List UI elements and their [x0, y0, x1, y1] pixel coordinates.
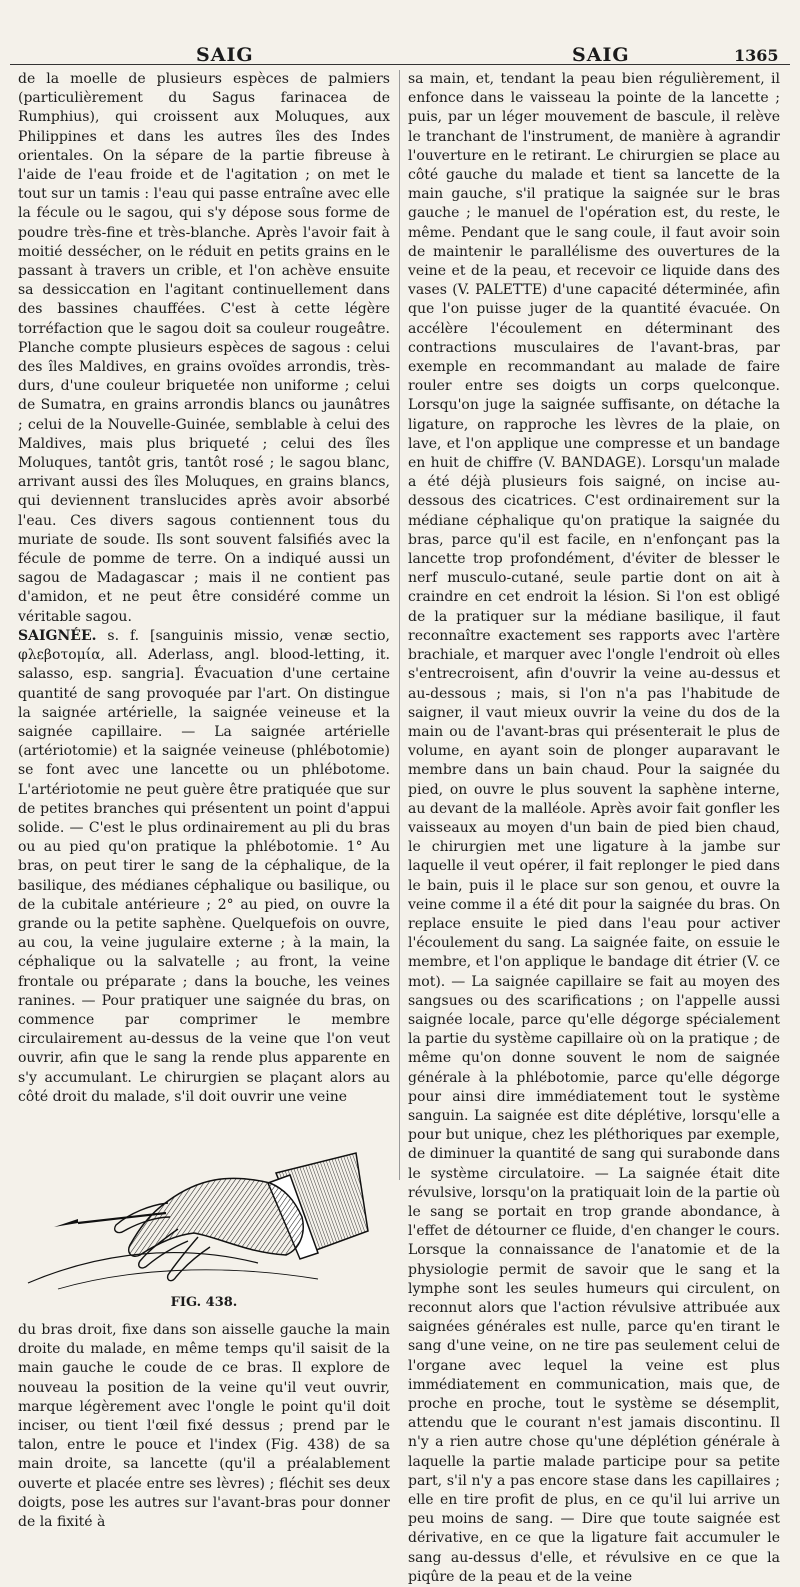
- column-divider: [399, 70, 400, 1180]
- saignee-continuation: du bras droit, fixe dans son aisselle gauche la main droite du malade, en même temps qu'il saisit de la main gauche le coude de ce bras. Il explore de nouveau la position de la veine qu'il veut ouvrir, marque légèrement avec l'ongle le point qu'il doit inciser, ou tient l'œil fixé dessus ; prend par le talon, entre le pouce et l'index (Fig. 438) de sa main droite, sa lancette (qu'il a préalablement ouverte et placée entre ses lèvres) ; fléchit ses deux doigts, pose les autres sur l'avant-bras pour donner de la fixité à: [18, 1321, 390, 1530]
- saignee-entry: [18, 627, 390, 1107]
- page-number: 1365: [734, 46, 779, 65]
- header-rule: [10, 64, 790, 65]
- figure-caption: FIG. 438.: [170, 1294, 238, 1310]
- figure-438: [18, 1113, 390, 1317]
- right-column: [408, 70, 780, 1587]
- left-column: [18, 70, 390, 1532]
- entry-headword: SAIGNÉE.: [18, 627, 97, 644]
- running-head-left: SAIG: [196, 44, 254, 66]
- sagou-paragraph: de la moelle de plusieurs espèces de palmiers (particulièrement du Sagus farinacea de Rumphius), qui croissent aux Moluques, aux Philippines et dans les autres îles des Indes orientales. On la sépare de la partie fibreuse à l'aide de l'eau froide et de l'agitation ; on met le tout sur un tamis : l'eau qui passe entraîne avec elle la fécule ou le sagou, qui s'y dépose sous forme de poudre très-fine et très-blanche. Après l'avoir fait à moitié dessécher, on le réduit en petits grains en le passant à travers un crible, et l'on achève ensuite sa dessiccation en l'agitant continuellement dans des bassines chauffées. C'est à cette légère torréfaction que le sagou doit sa couleur rougeâtre. Planche compte plusieurs espèces de sagous : celui des îles Maldives, en grains ovoïdes arrondis, très-durs, d'une couleur briquetée non uniforme ; celui de Sumatra, en grains arrondis blancs ou jaunâtres ; celui de la Nouvelle-Guinée, semblable à celui des Maldives, mais plus briqueté ; celui des îles Moluques, tantôt gris, tantôt rosé ; le sagou blanc, arrivant aussi des îles Moluques, en grains blancs, qui deviennent translucides après avoir absorbé l'eau. Ces divers sagous contiennent tous du muriate de soude. Ils sont souvent falsifiés avec la fécule de pomme de terre. On a indiqué aussi un sagou de Madagascar ; mais il ne contient pas d'amidon, et ne peut être considéré comme un véritable sagou.: [18, 71, 390, 625]
- saignee-definition: s. f. [sanguinis missio, venæ sectio, φλεβοτομία, all. Aderlass, angl. blood-letting, it. salasso, esp. sangria]. Évacuation d'une certaine quantité de sang provoquée par l'art. On distingue la saignée artérielle, la saignée veineuse et la saignée capillaire. — La saignée artérielle (artériotomie) et la saignée veineuse (phlébotomie) se font avec une lancette ou un phlébotome. L'artériotomie ne peut guère être pratiquée que sur de petites branches qui présentent un point d'appui solide. — C'est le plus ordinairement au pli du bras ou au pied qu'on pratique la phlébotomie. 1° Au bras, on peut tirer le sang de la céphalique, de la basilique, des médianes céphalique ou basilique, ou de la cubitale antérieure ; 2° au pied, on ouvre la grande ou la petite saphène. Quelquefois on ouvre, au cou, la veine jugulaire externe ; à la main, la céphalique ou la salvatelle ; au front, la veine frontale ou préparate ; dans la bouche, les veines ranines. — Pour pratiquer une saignée du bras, on commence par comprimer le membre circulairement au-dessus de la veine que l'on veut ouvrir, afin que le sang la rende plus apparente en s'y accumulant. Le chirurgien se plaçant alors au côté droit du malade, s'il doit ouvrir une veine: [18, 627, 390, 1105]
- hand-with-lancet-illustration: [18, 1113, 390, 1293]
- running-head-right: SAIG: [572, 44, 630, 66]
- saignee-technique-paragraph: sa main, et, tendant la peau bien régulièrement, il enfonce dans le vaisseau la pointe de la lancette ; puis, par un léger mouvement de bascule, il relève le tranchant de l'instrument, de manière à agrandir l'ouverture en le retirant. Le chirurgien se place au côté gauche du malade et tient sa lancette de la main gauche, s'il pratique la saignée sur le bras gauche ; le manuel de l'opération est, du reste, le même. Pendant que le sang coule, il faut avoir soin de maintenir le parallélisme des ouvertures de la veine et de la peau, et recevoir ce liquide dans des vases (V. PALETTE) d'une capacité déterminée, afin que l'on puisse juger de la quantité évacuée. On accélère l'écoulement en déterminant des contractions musculaires de l'avant-bras, par exemple en recommandant au malade de faire rouler entre ses doigts un corps quelconque. Lorsqu'on juge la saignée suffisante, on détache la ligature, on rapproche les lèvres de la plaie, on lave, et l'on applique une compresse et un bandage en huit de chiffre (V. BANDAGE). Lorsqu'un malade a été déjà plusieurs fois saigné, on incise au-dessous des cicatrices. C'est ordinairement sur la médiane céphalique qu'on pratique la saignée du bras, parce qu'il est facile, en n'enfonçant pas la lancette trop profondément, d'éviter de blesser le nerf musculo-cutané, seule partie dont on ait à craindre en cet endroit la lésion. Si l'on est obligé de la pratiquer sur la médiane basilique, il faut reconnaître exactement ses rapports avec l'artère brachiale, et marquer avec l'ongle l'endroit où elles s'entrecroisent, afin d'ouvrir la veine au-dessus et au-dessous ; mais, si l'on n'a pas l'habitude de saigner, il vaut mieux ouvrir la veine du dos de la main ou de l'avant-bras qui présenterait le plus de volume, en ayant soin de plonger auparavant le membre dans un bain chaud. Pour la saignée du pied, on ouvre le plus souvent la saphène interne, au devant de la malléole. Après avoir fait gonfler les vaisseaux au moyen d'un bain de pied bien chaud, le chirurgien met une ligature à la jambe sur laquelle il veut opérer, il fait replonger le pied dans le bain, puis il le place sur son genou, et ouvre la veine comme il a été dit pour la saignée du bras. On replace ensuite le pied dans l'eau pour activer l'écoulement du sang. La saignée faite, on essuie le membre, et l'on applique le bandage dit étrier (V. ce mot). — La saignée capillaire se fait au moyen des sangsues ou des scarifications ; on l'appelle aussi saignée locale, parce qu'elle dégorge spécialement la partie du système capillaire où on la pratique ; de même qu'on donne souvent le nom de saignée générale à la phlébotomie, parce qu'elle dégorge pour ainsi dire immédiatement tout le système sanguin. La saignée est dite déplétive, lorsqu'elle a pour but unique, chez les pléthoriques par exemple, de diminuer la quantité de sang qui surabonde dans le système circulatoire. — La saignée était dite révulsive, lorsqu'on la pratiquait loin de la partie où le sang se portait en trop grande abondance, à l'effet de détourner ce fluide, d'en changer le cours. Lorsque la connaissance de l'anatomie et de la physiologie permit de savoir que le sang et la lymphe sont les seules humeurs qui circulent, on reconnut alors que l'action révulsive attribuée aux saignées générales est nulle, parce qu'en tirant le sang d'une veine, on ne tire pas seulement celui de l'organe avec lequel la veine est plus immédiatement en communication, mais que, de proche en proche, tout le système se désemplit, attendu que le courant n'est jamais discontinu. Il n'y a rien autre chose qu'une déplétion générale à laquelle la partie malade participe pour sa petite part, s'il n'y a pas encore stase dans les capillaires ; elle en tire profit de plus, en ce qu'il lui arrive un peu moins de sang. — Dire que toute saignée est dérivative, en ce que la ligature fait accumuler le sang au-dessus d'elle, et révulsive en ce que la piqûre de la peau et de la veine: [408, 71, 780, 1585]
